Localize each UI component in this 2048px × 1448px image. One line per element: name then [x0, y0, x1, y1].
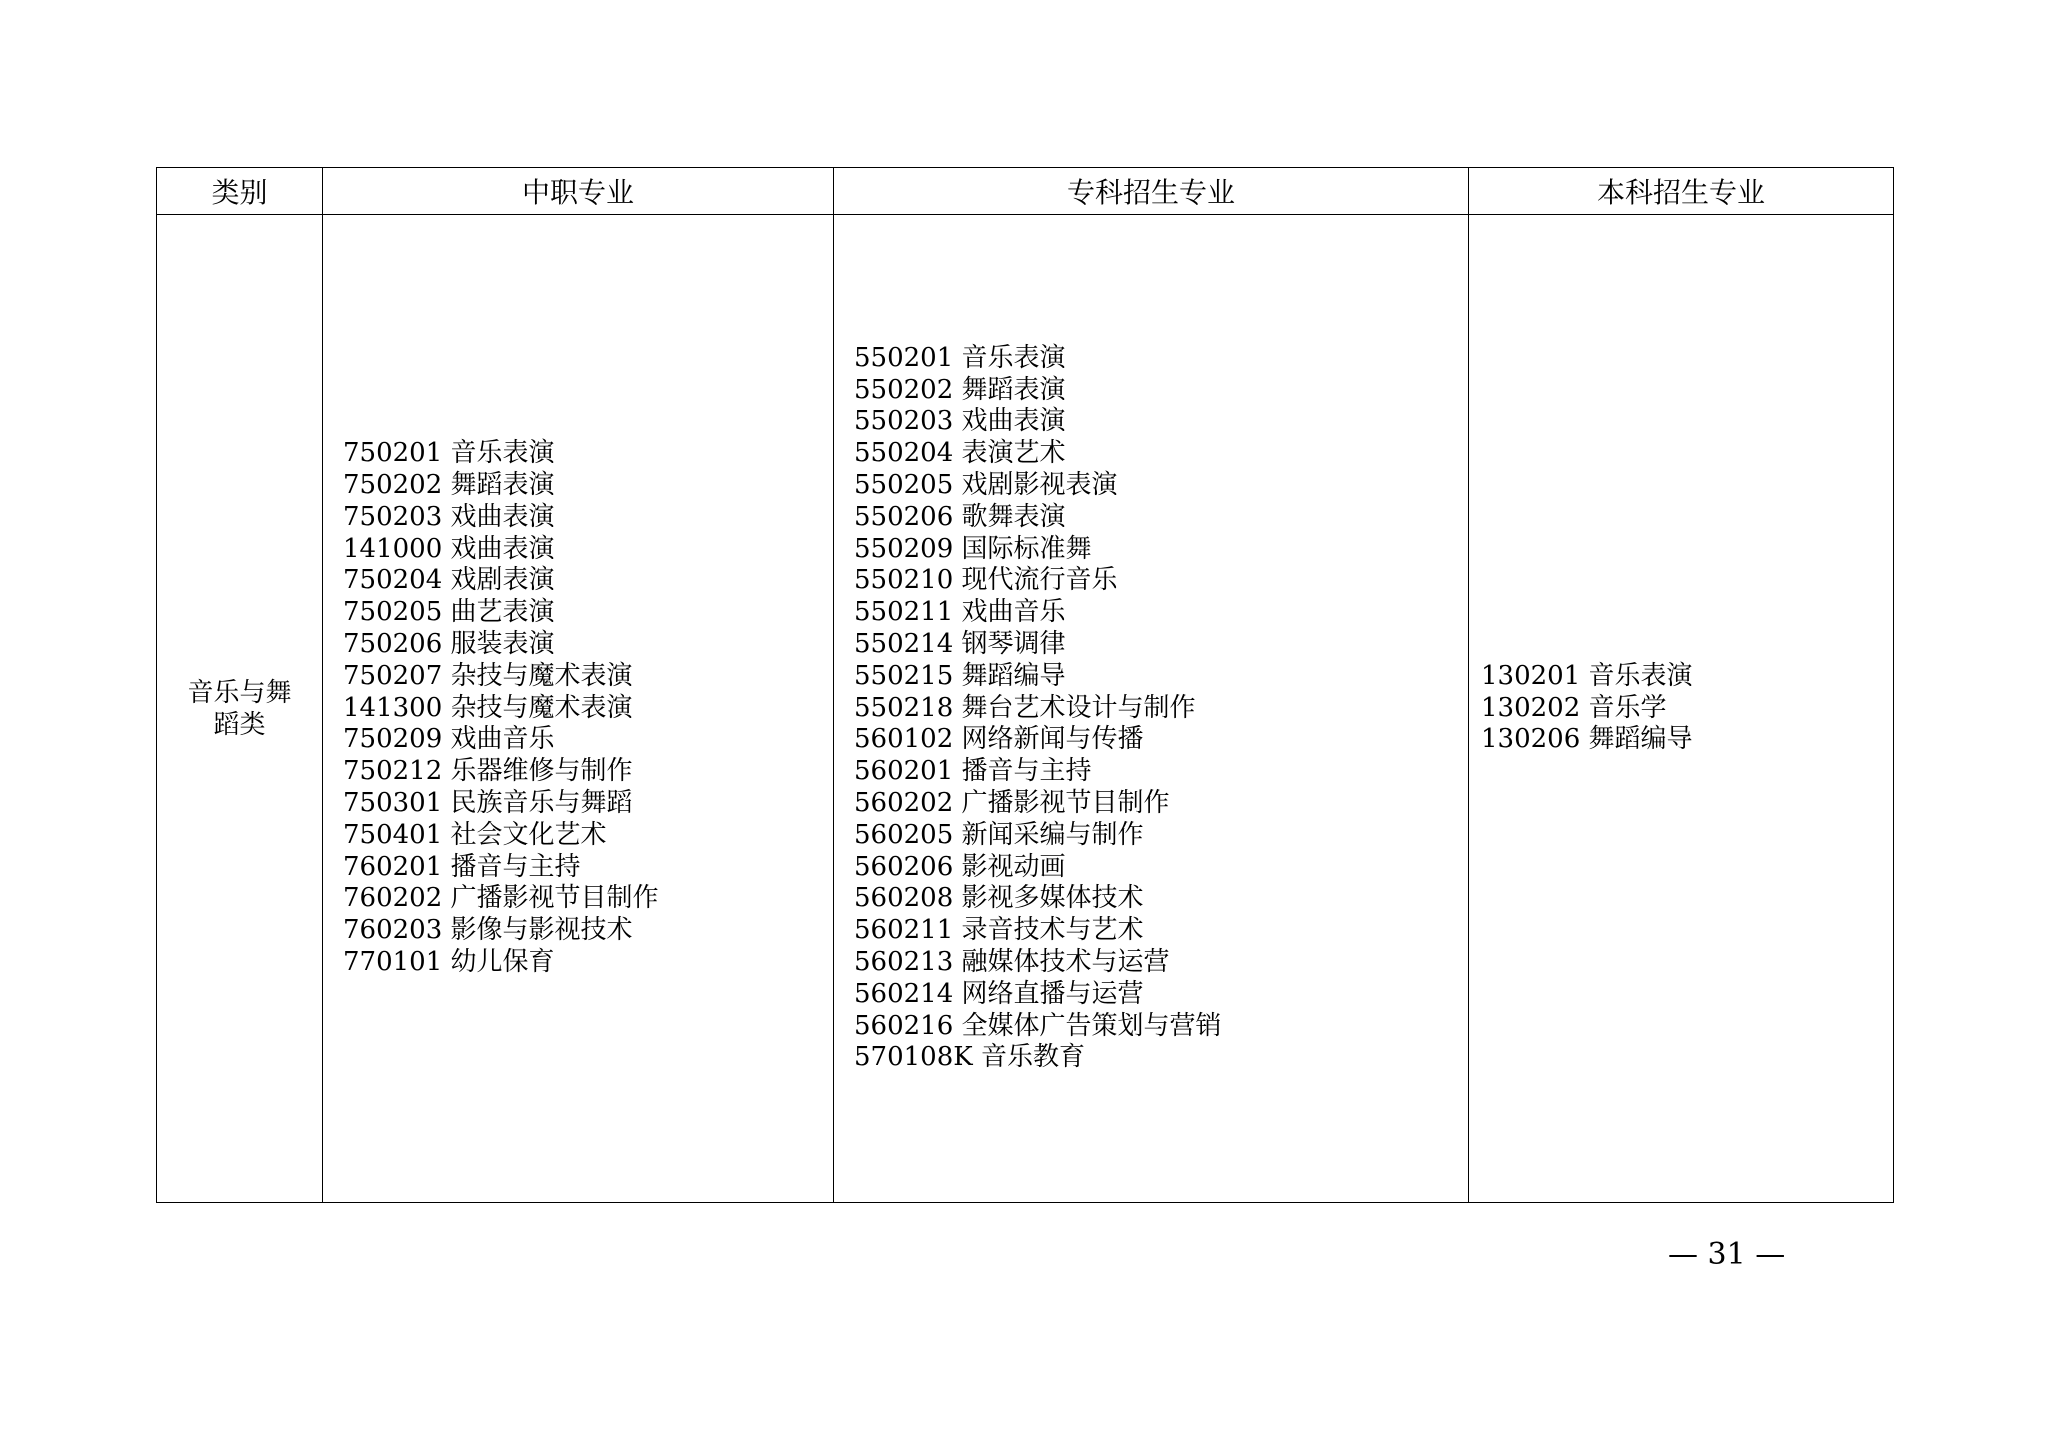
- secondary-vocational-major: 141300 杂技与魔术表演: [343, 692, 633, 723]
- junior-college-major: 550203 戏曲表演: [854, 406, 1066, 437]
- secondary-vocational-cell: [323, 215, 834, 1203]
- junior-college-major: 570108K 音乐教育: [854, 1042, 1085, 1073]
- undergraduate-major: 130206 舞蹈编导: [1481, 724, 1693, 755]
- junior-college-major: 550214 钢琴调律: [854, 629, 1066, 659]
- secondary-vocational-major: 750205 曲艺表演: [343, 597, 555, 628]
- junior-college-major: 560201 播音与主持: [854, 756, 1092, 787]
- secondary-vocational-major: 141000 戏曲表演: [343, 533, 555, 564]
- junior-college-major: 550206 歌舞表演: [854, 501, 1066, 532]
- secondary-vocational-major: 750209 戏曲音乐: [343, 724, 555, 755]
- undergraduate-cell: [1469, 215, 1894, 1203]
- secondary-vocational-major: 750204 戏剧表演: [343, 565, 555, 596]
- secondary-vocational-major: 760202 广播影视节目制作: [343, 883, 659, 914]
- junior-college-major: 560206 影视动画: [854, 851, 1066, 882]
- secondary-vocational-major: 750201 音乐表演: [343, 438, 555, 469]
- secondary-vocational-list: [323, 438, 833, 979]
- secondary-vocational-major: 750207 杂技与魔术表演: [343, 660, 633, 691]
- table-header-row: [157, 168, 1894, 215]
- secondary-vocational-major: 750206 服装表演: [343, 629, 555, 659]
- junior-college-major: 550202 舞蹈表演: [854, 374, 1066, 405]
- junior-college-major: 560216 全媒体广告策划与营销: [854, 1010, 1222, 1041]
- junior-college-major: 560102 网络新闻与传播: [854, 724, 1144, 755]
- table-row: [157, 215, 1894, 1203]
- secondary-vocational-major: 770101 幼儿保育: [343, 946, 555, 977]
- header-undergraduate: 本科招生专业: [1469, 168, 1894, 215]
- junior-college-major: 560213 融媒体技术与运营: [854, 946, 1170, 977]
- secondary-vocational-major: 750203 戏曲表演: [343, 501, 555, 532]
- junior-college-major: 560214 网络直播与运营: [854, 978, 1144, 1009]
- page-number: — 31 —: [1668, 1237, 1786, 1272]
- secondary-vocational-major: 760203 影像与影视技术: [343, 915, 633, 946]
- undergraduate-major: 130201 音乐表演: [1481, 660, 1693, 691]
- secondary-vocational-major: 750401 社会文化艺术: [343, 819, 607, 850]
- junior-college-major: 550201 音乐表演: [854, 342, 1066, 373]
- junior-college-major: 550205 戏剧影视表演: [854, 470, 1118, 501]
- header-junior-college: 专科招生专业: [834, 168, 1469, 215]
- undergraduate-list: [1469, 661, 1893, 756]
- junior-college-major: 560202 广播影视节目制作: [854, 787, 1170, 818]
- junior-college-major: 550211 戏曲音乐: [854, 597, 1066, 628]
- majors-table: [156, 167, 1894, 1203]
- category-cell: [157, 215, 323, 1203]
- junior-college-major: 550218 舞台艺术设计与制作: [854, 692, 1196, 723]
- secondary-vocational-major: 750212 乐器维修与制作: [343, 756, 633, 787]
- junior-college-major: 560211 录音技术与艺术: [854, 915, 1144, 946]
- junior-college-cell: [834, 215, 1469, 1203]
- undergraduate-major: 130202 音乐学: [1481, 692, 1667, 723]
- secondary-vocational-major: 750202 舞蹈表演: [343, 470, 555, 501]
- secondary-vocational-major: 750301 民族音乐与舞蹈: [343, 787, 633, 818]
- junior-college-major: 560208 影视多媒体技术: [854, 883, 1144, 914]
- header-category: 类别: [157, 168, 323, 215]
- junior-college-major: 550215 舞蹈编导: [854, 660, 1066, 691]
- header-secondary-vocational: 中职专业: [323, 168, 834, 215]
- junior-college-major: 560205 新闻采编与制作: [854, 819, 1144, 850]
- category-label: 音乐与舞蹈类: [187, 677, 292, 740]
- junior-college-major: 550209 国际标准舞: [854, 533, 1092, 564]
- junior-college-list: [834, 343, 1468, 1074]
- junior-college-major: 550204 表演艺术: [854, 438, 1066, 469]
- junior-college-major: 550210 现代流行音乐: [854, 565, 1118, 596]
- secondary-vocational-major: 760201 播音与主持: [343, 851, 581, 882]
